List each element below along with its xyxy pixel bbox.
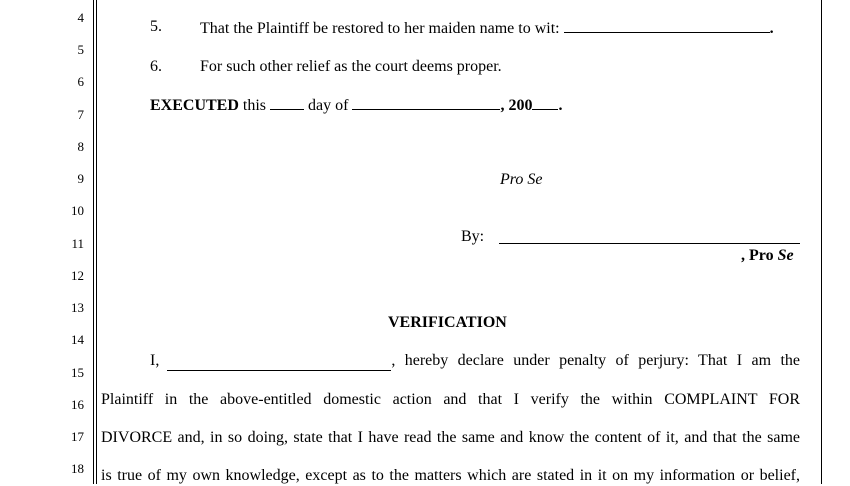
right-margin-rule [821, 0, 822, 484]
line-number: 7 [77, 107, 84, 122]
item-6-text: For such other relief as the court deems proper. [200, 58, 502, 75]
line-number: 16 [71, 397, 84, 412]
left-margin-rule [93, 0, 94, 484]
line-number: 17 [71, 429, 84, 444]
year-field[interactable] [532, 94, 558, 110]
line-number: 11 [71, 236, 84, 251]
item-5-label: That the Plaintiff be restored to her maiden name to wit: [200, 20, 560, 37]
verification-line-1-text: , hereby declare under penalty of perjury: That I am the [391, 352, 800, 369]
left-margin-rule-inner [96, 0, 97, 484]
declarant-name-field[interactable] [167, 355, 391, 371]
executed-label: EXECUTED [150, 97, 239, 114]
by-label: By: [461, 228, 485, 245]
verification-line-1 [150, 351, 800, 371]
verification-i: I, [150, 352, 160, 369]
day-field[interactable] [270, 94, 304, 110]
line-number: 6 [77, 74, 84, 89]
item-5-text [200, 17, 774, 39]
line-number: 18 [71, 461, 84, 476]
item-5-number: 5. [150, 18, 162, 35]
month-field[interactable] [352, 94, 500, 110]
executed-this: this [242, 97, 267, 114]
line-number: 13 [71, 300, 84, 315]
verification-line-3: DIVORCE and, in so doing, state that I have read the same and know the content of it, and that the same [101, 429, 800, 446]
maiden-name-field[interactable] [564, 17, 770, 33]
line-number: 4 [77, 10, 84, 25]
line-number: 15 [71, 365, 84, 380]
verification-title: VERIFICATION [388, 314, 507, 331]
line-number: 14 [71, 332, 84, 347]
signature-suffix-pro: , Pro [741, 247, 774, 264]
line-number: 8 [77, 139, 84, 154]
executed-period: . [558, 97, 563, 114]
line-number: 10 [71, 203, 84, 218]
item-5-period: . [769, 20, 774, 37]
pro-se-heading: Pro Se [500, 171, 543, 188]
signature-field[interactable] [499, 228, 800, 244]
line-number: 5 [77, 42, 84, 57]
line-number: 9 [77, 171, 84, 186]
executed-year-prefix: , 200 [500, 97, 533, 114]
signature-suffix-se: Se [777, 247, 794, 264]
verification-line-2: Plaintiff in the above-entitled domestic action and that I verify the within COMPLAINT FOR [101, 391, 800, 408]
line-number: 12 [71, 268, 84, 283]
item-6-number: 6. [150, 58, 162, 75]
executed-day-of: day of [308, 97, 349, 114]
signature-suffix [741, 246, 794, 266]
verification-line-4: is true of my own knowledge, except as to the matters which are stated in it on my information or belief, [101, 467, 800, 484]
executed-line [150, 94, 562, 116]
